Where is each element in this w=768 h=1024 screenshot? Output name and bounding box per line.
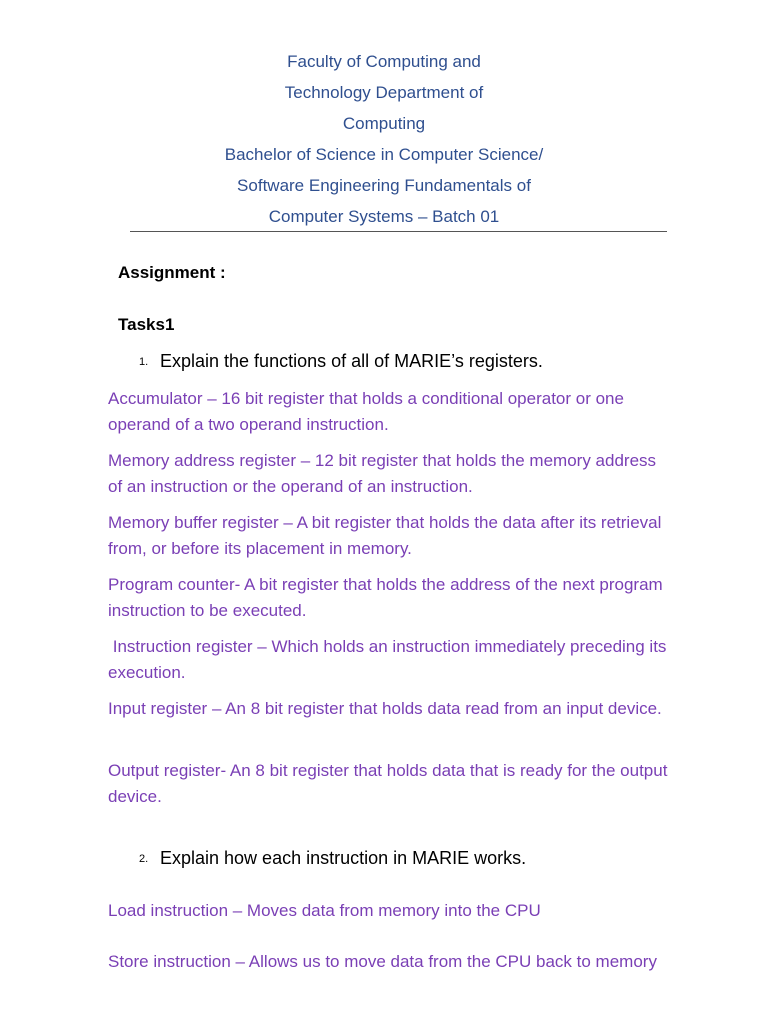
register-accumulator: Accumulator – 16 bit register that holds a conditional operator or one operand of a two operand instruction. [108,389,624,434]
instruction-load: Load instruction – Moves data from memory into the CPU [108,901,541,920]
question-1 [139,351,543,372]
register-mbr: Memory buffer register – A bit register that holds the data after its retrieval from, or before its placement in memory. [108,513,662,558]
question-2 [139,848,526,869]
question-text: Explain the functions of all of MARIE’s registers. [160,351,543,371]
register-mar: Memory address register – 12 bit register that holds the memory address of an instruction or the operand of an instruction. [108,451,657,496]
question-text: Explain how each instruction in MARIE works. [160,848,527,868]
header-line: Faculty of Computing and [287,52,481,71]
header-line: Computer Systems – Batch 01 [268,207,500,226]
assignment-label: Assignment : [118,263,226,282]
header-line: Bachelor of Science in Computer Science/ [224,145,544,164]
header-line: Computing [342,114,426,133]
register-input: Input register – An 8 bit register that holds data read from an input device. [108,699,662,718]
instruction-store: Store instruction – Allows us to move data from the CPU back to memory [108,952,657,971]
register-output: Output register- An 8 bit register that holds data that is ready for the output device. [108,761,668,806]
document-header [0,46,768,232]
header-line: Software Engineering Fundamentals of [237,176,531,195]
question-number: 2. [139,853,149,865]
tasks-label: Tasks1 [118,315,175,334]
header-divider [130,231,667,232]
header-line: Technology Department of [284,83,484,102]
register-pc: Program counter- A bit register that holds the address of the next program instruction to be executed. [108,575,663,620]
register-ir: Instruction register – Which holds an instruction immediately preceding its execution. [108,637,672,682]
question-number: 1. [139,356,149,368]
